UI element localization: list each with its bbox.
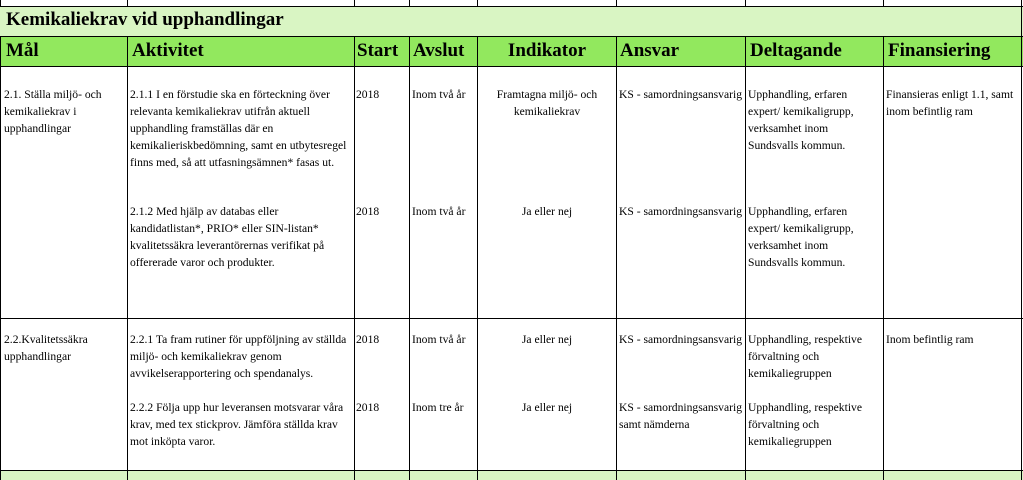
cell-avslut: Inom två år bbox=[412, 88, 466, 101]
cell-indikator: Ja eller nej bbox=[521, 401, 573, 414]
cell-deltagande: Upphandling, respektive förvaltning och kemikaliegruppen bbox=[748, 333, 862, 380]
grid-line bbox=[127, 36, 128, 480]
grid-line bbox=[127, 0, 128, 7]
grid-line bbox=[745, 0, 746, 7]
grid-line bbox=[883, 36, 884, 480]
grid-line bbox=[883, 0, 884, 7]
grid-line bbox=[0, 0, 1, 7]
cell-aktivitet: 2.2.2 Följa upp hur leveransen motsvarar våra krav, med tex stickprov. Jämföra ställda krav mot inköpta varor. bbox=[130, 401, 344, 448]
cell-avslut: Inom två år bbox=[412, 205, 466, 218]
header-deltagande: Deltagande bbox=[750, 40, 842, 61]
grid-line bbox=[0, 36, 1, 480]
cell-finansiering: Inom befintlig ram bbox=[886, 333, 974, 346]
header-finansiering: Finansiering bbox=[888, 40, 991, 61]
cell-ansvar: KS - samordningsansvarig bbox=[619, 333, 743, 346]
cell-ansvar: KS - samordningsansvarig samt nämderna bbox=[619, 401, 743, 431]
cell-start: 2018 bbox=[356, 333, 380, 346]
cell-mal: 2.1. Ställa miljö- och kemikaliekrav i upphandlingar bbox=[4, 88, 102, 135]
grid-line bbox=[477, 36, 478, 480]
grid-line bbox=[0, 470, 1023, 471]
grid-line bbox=[0, 318, 1023, 319]
grid-line bbox=[616, 36, 617, 480]
header-avslut: Avslut bbox=[413, 40, 465, 61]
cell-aktivitet: 2.1.1 I en förstudie ska en förteckning över relevanta kemikaliekrav utifrån aktuell upphandling framställas där en kemikalieriskbedömning, samt en utbytesregel finns med, så att utfasningsämnen* fasas ut. bbox=[130, 88, 347, 169]
header-ansvar: Ansvar bbox=[620, 40, 680, 61]
cell-start: 2018 bbox=[356, 401, 380, 414]
cell-avslut: Inom två år bbox=[412, 333, 466, 346]
header-indikator: Indikator bbox=[507, 40, 587, 61]
grid-line bbox=[745, 36, 746, 480]
cell-deltagande: Upphandling, erfaren expert/ kemikaligrupp, verksamhet inom Sundsvalls kommun. bbox=[748, 88, 854, 152]
grid-line bbox=[477, 0, 478, 7]
grid-line bbox=[354, 0, 355, 7]
header-aktivitet: Aktivitet bbox=[132, 40, 204, 61]
header-mal: Mål bbox=[6, 40, 39, 61]
grid-line bbox=[616, 0, 617, 7]
cell-start: 2018 bbox=[356, 205, 380, 218]
table-title: Kemikaliekrav vid upphandlingar bbox=[6, 9, 284, 30]
header-start: Start bbox=[357, 40, 399, 61]
cell-indikator: Ja eller nej bbox=[521, 205, 573, 218]
cell-ansvar: KS - samordningsansvarig bbox=[619, 205, 743, 218]
cell-avslut: Inom tre år bbox=[412, 401, 464, 414]
grid-line bbox=[0, 36, 1023, 37]
cell-indikator: Ja eller nej bbox=[521, 333, 573, 346]
cell-deltagande: Upphandling, erfaren expert/ kemikaligrupp, verksamhet inom Sundsvalls kommun. bbox=[748, 205, 854, 269]
cell-mal: 2.2.Kvalitetssäkra upphandlingar bbox=[4, 333, 88, 363]
grid-line bbox=[409, 36, 410, 480]
grid-line bbox=[354, 36, 355, 480]
grid-line bbox=[0, 66, 1023, 67]
cell-ansvar: KS - samordningsansvarig bbox=[619, 88, 743, 101]
cell-finansiering: Finansieras enligt 1.1, samt inom befintlig ram bbox=[886, 88, 1014, 118]
footer-band bbox=[0, 471, 1023, 480]
grid-line bbox=[409, 0, 410, 7]
cell-deltagande: Upphandling, respektive förvaltning och kemikaliegruppen bbox=[748, 401, 862, 448]
cell-start: 2018 bbox=[356, 88, 380, 101]
cell-aktivitet: 2.2.1 Ta fram rutiner för uppföljning av ställda miljö- och kemikaliekrav genom avvikelserapportering och spendanalys. bbox=[130, 333, 347, 380]
grid-line bbox=[0, 6, 1023, 7]
cell-indikator: Framtagna miljö- och kemikaliekrav bbox=[496, 88, 598, 118]
cell-aktivitet: 2.1.2 Med hjälp av databas eller kandidatlistan*, PRIO* eller SIN-listan* kvalitetssäkra leverantörernas verifikat på offererade varor och produkter. bbox=[130, 205, 325, 269]
grid-line bbox=[1021, 0, 1022, 480]
